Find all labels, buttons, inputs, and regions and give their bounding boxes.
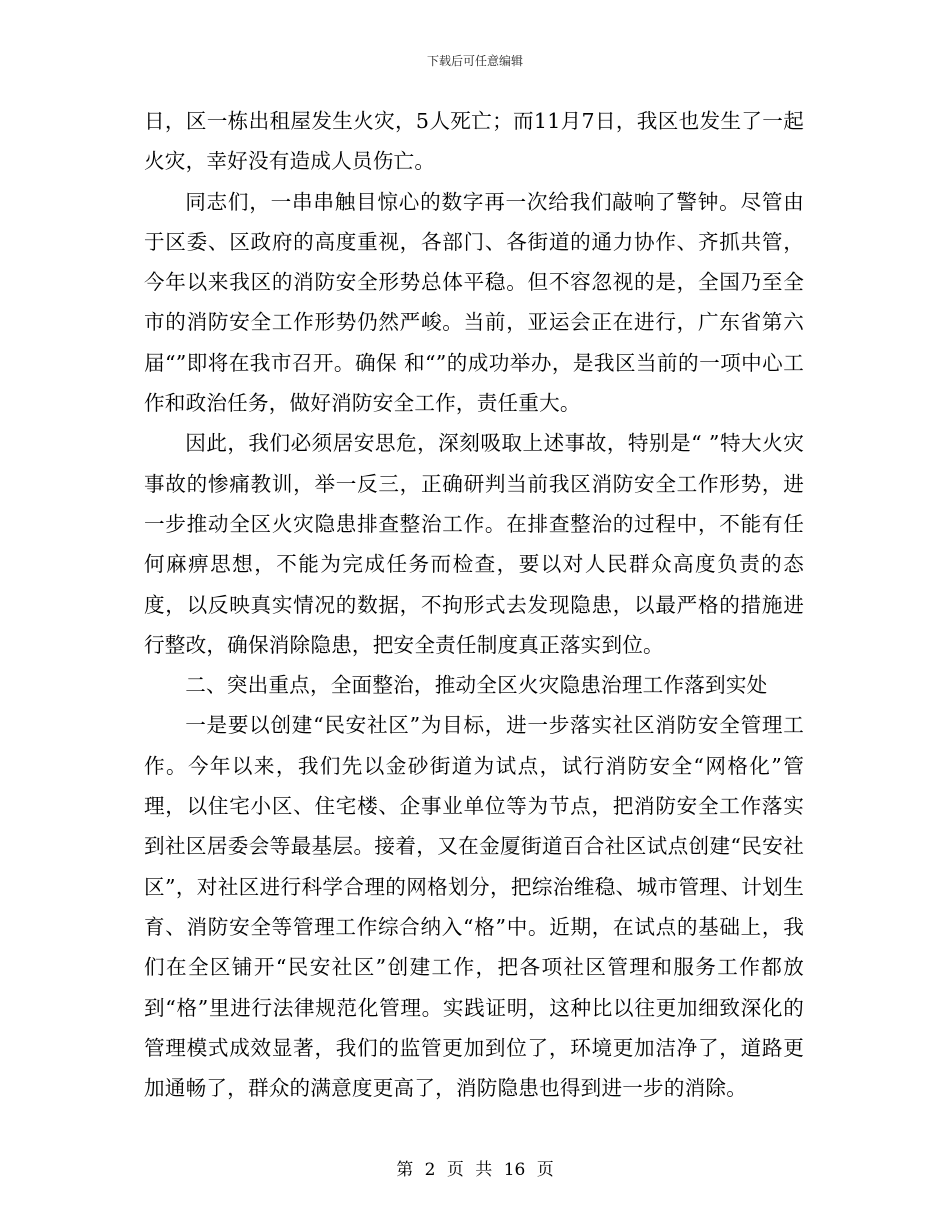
paragraph-community: 一是要以创建“民安社区”为目标，进一步落实社区消防安全管理工作。今年以来，我们先以金砂街道为试点，试行消防安全“网格化”管理，以住宅小区、住宅楼、企事业单位等为节点，把消防安全工作落实到社区居委会等最基层。接着，又在金厦街道百合社区试点创建“民安社区”，对社区进行科学合理的网格划分，把综治维稳、城市管理、计划生育、消防安全等管理工作综合纳入“格”中。近期，在试点的基础上，我们在全区铺开“民安社区”创建工作，把各项社区管理和服务工作都放到“格”里进行法律规范化管理。实践证明，这种比以往更加细致深化的管理模式成效显著，我们的监管更加到位了，环境更加洁净了，道路更加通畅了，群众的满意度更高了，消防隐患也得到进一步的消除。 [144,713,804,1101]
paragraph-warning: 同志们，一串串触目惊心的数字再一次给我们敲响了警钟。尽管由于区委、区政府的高度重视，各部门、各街道的通力协作、齐抓共管，今年以来我区的消防安全形势总体平稳。但不容忽视的是，全国乃至全市的消防安全工作形势仍然严峻。当前，亚运会正在进行，广东省第六届“”即将在我市召开。确保 和“”的成功举办，是我区当前的一项中心工作和政治任务，做好消防安全工作，责任重大。 [144,189,804,416]
paragraph-continuation: 日，区一栋出租屋发生火灾，5人死亡；而11月7日，我区也发生了一起火灾，幸好没有造成人员伤亡。 [144,109,804,174]
page-number: 第 2 页 共 16 页 [396,1160,554,1180]
section-heading: 二、突出重点，全面整治，推动全区火灾隐患治理工作落到实处 [185,673,768,698]
page-header-note: 下载后可任意编辑 [426,54,523,68]
paragraph-lessons: 因此，我们必须居安思危，深刻吸取上述事故，特别是“ ”特大火灾事故的惨痛教训，举一反三，正确研判当前我区消防安全工作形势，进一步推动全区火灾隐患排查整治工作。在排查整治的过程中，不能有任何麻痹思想，不能为完成任务而检查，要以对人民群众高度负责的态度，以反映真实情况的数据，不拘形式去发现隐患，以最严格的措施进行整改，确保消除隐患，把安全责任制度真正落实到位。 [144,431,804,657]
document-body [144,101,804,1108]
